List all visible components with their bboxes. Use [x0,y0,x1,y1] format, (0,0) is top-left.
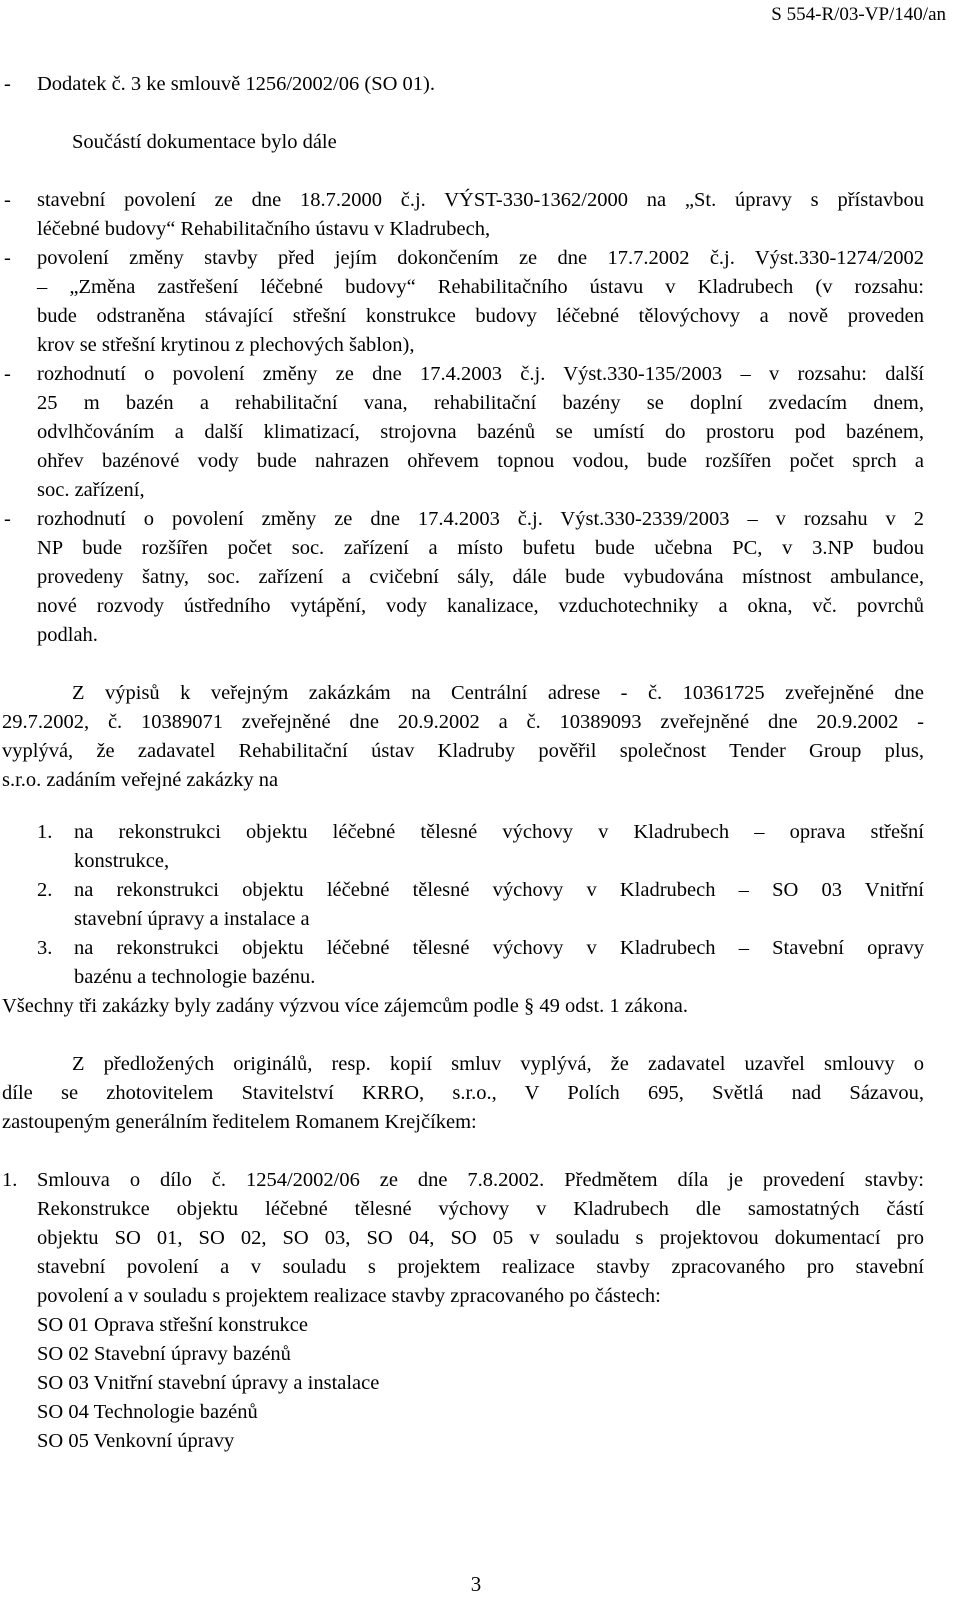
page-number: 3 [470,1572,482,1596]
dash-marker: - [4,363,11,385]
document-reference: S 554-R/03-VP/140/an [771,4,946,25]
decision-line: podlah. [37,624,98,646]
dash-marker: - [4,247,11,269]
list-number: 1. [37,821,53,843]
list-item: bazénu a technologie bazénu. [74,966,316,988]
decision-line: nové rozvody ústředního vytápění, vody kanalizace, vzduchotechniky a okna, vč. povrchů [37,595,924,617]
amendment-line: Dodatek č. 3 ke smlouvě 1256/2002/06 (SO 01). [37,73,435,95]
dash-marker: - [4,189,11,211]
contract-line: Rekonstrukce objektu léčebné tělesné výchovy v Kladrubech dle samostatných částí [37,1198,924,1220]
decision-line: rozhodnutí o povolení změny ze dne 17.4.2003 č.j. Výst.330-2339/2003 – v rozsahu v 2 [37,508,924,530]
permit-line: léčebné budovy“ Rehabilitačního ústavu v Kladrubech, [37,218,491,240]
list-number: 2. [37,879,53,901]
tender-paragraph-line: s.r.o. zadáním veřejné zakázky na [2,769,279,791]
so-item: SO 03 Vnitřní stavební úpravy a instalace [37,1372,380,1394]
contract-line: Smlouva o dílo č. 1254/2002/06 ze dne 7.8.2002. Předmětem díla je provedení stavby: [37,1169,924,1191]
contract-number: 1. [2,1169,18,1191]
tender-paragraph-line: 29.7.2002, č. 10389071 zveřejněné dne 20.9.2002 a č. 10389093 zveřejněné dne 20.9.2002 - [2,711,924,733]
so-item: SO 01 Oprava střešní konstrukce [37,1314,309,1336]
decision-line: odvlhčováním a další klimatizací, strojovna bazénů se umístí do prostoru pod bazénem, [37,421,924,443]
permit-line: krov se střešní krytinou z plechových šablon), [37,334,415,356]
dash-marker: - [4,508,11,530]
so-item: SO 02 Stavební úpravy bazénů [37,1343,291,1365]
documentation-intro: Součástí dokumentace bylo dále [72,131,337,153]
tender-paragraph-line: vyplývá, že zadavatel Rehabilitační ústav Kladruby pověřil společnost Tender Group plus, [2,740,924,762]
decision-line: NP bude rozšířen počet soc. zařízení a místo bufetu bude učebna PC, v 3.NP budou [37,537,924,559]
decision-line: 25 m bazén a rehabilitační vana, rehabilitační bazény se doplní zvedacím dnem, [37,392,924,414]
permit-line: – „Změna zastřešení léčebné budovy“ Rehabilitačního ústavu v Kladrubech (v rozsahu: [37,276,924,298]
list-item: na rekonstrukci objektu léčebné tělesné výchovy v Kladrubech – SO 03 Vnitřní [74,879,924,901]
list-item: stavební úpravy a instalace a [74,908,310,930]
permit-line: stavební povolení ze dne 18.7.2000 č.j. VÝST-330-1362/2000 na „St. úpravy s přístavbou [37,189,924,211]
decision-line: ohřev bazénové vody bude nahrazen ohřevem topnou vodou, bude rozšířen počet sprch a [37,450,924,472]
list-number: 3. [37,937,53,959]
tender-paragraph-line: Z výpisů k veřejným zakázkám na Centrální adrese - č. 10361725 zveřejněné dne [72,682,924,704]
decision-line: rozhodnutí o povolení změny ze dne 17.4.2003 č.j. Výst.330-135/2003 – v rozsahu: další [37,363,924,385]
dash-marker: - [4,73,11,95]
contract-line: objektu SO 01, SO 02, SO 03, SO 04, SO 05 v souladu s projektovou dokumentací pro [37,1227,924,1249]
so-item: SO 04 Technologie bazénů [37,1401,258,1423]
contract-line: povolení a v souladu s projektem realizace stavby zpracovaného po částech: [37,1285,661,1307]
list-item: na rekonstrukci objektu léčebné tělesné výchovy v Kladrubech – oprava střešní [74,821,924,843]
permit-line: bude odstraněna stávající střešní konstrukce budovy léčebné tělovýchovy a nově proveden [37,305,924,327]
decision-line: soc. zařízení, [37,479,145,501]
contract-line: stavební povolení a v souladu s projektem realizace stavby zpracovaného pro stavební [37,1256,924,1278]
permit-line: povolení změny stavby před jejím dokončením ze dne 17.7.2002 č.j. Výst.330-1274/2002 [37,247,924,269]
decision-line: provedeny šatny, soc. zařízení a cvičební sály, dále bude vybudována místnost ambulance, [37,566,924,588]
so-item: SO 05 Venkovní úpravy [37,1430,235,1452]
tender-summary: Všechny tři zakázky byly zadány výzvou více zájemcům podle § 49 odst. 1 zákona. [2,995,688,1017]
contract-intro-line: díle se zhotovitelem Stavitelství KRRO, s.r.o., V Polích 695, Světlá nad Sázavou, [2,1082,924,1104]
contract-intro-line: zastoupeným generálním ředitelem Romanem Krejčíkem: [2,1111,477,1133]
list-item: na rekonstrukci objektu léčebné tělesné výchovy v Kladrubech – Stavební opravy [74,937,924,959]
contract-intro-line: Z předložených originálů, resp. kopií smluv vyplývá, že zadavatel uzavřel smlouvy o [72,1053,924,1075]
list-item: konstrukce, [74,850,170,872]
